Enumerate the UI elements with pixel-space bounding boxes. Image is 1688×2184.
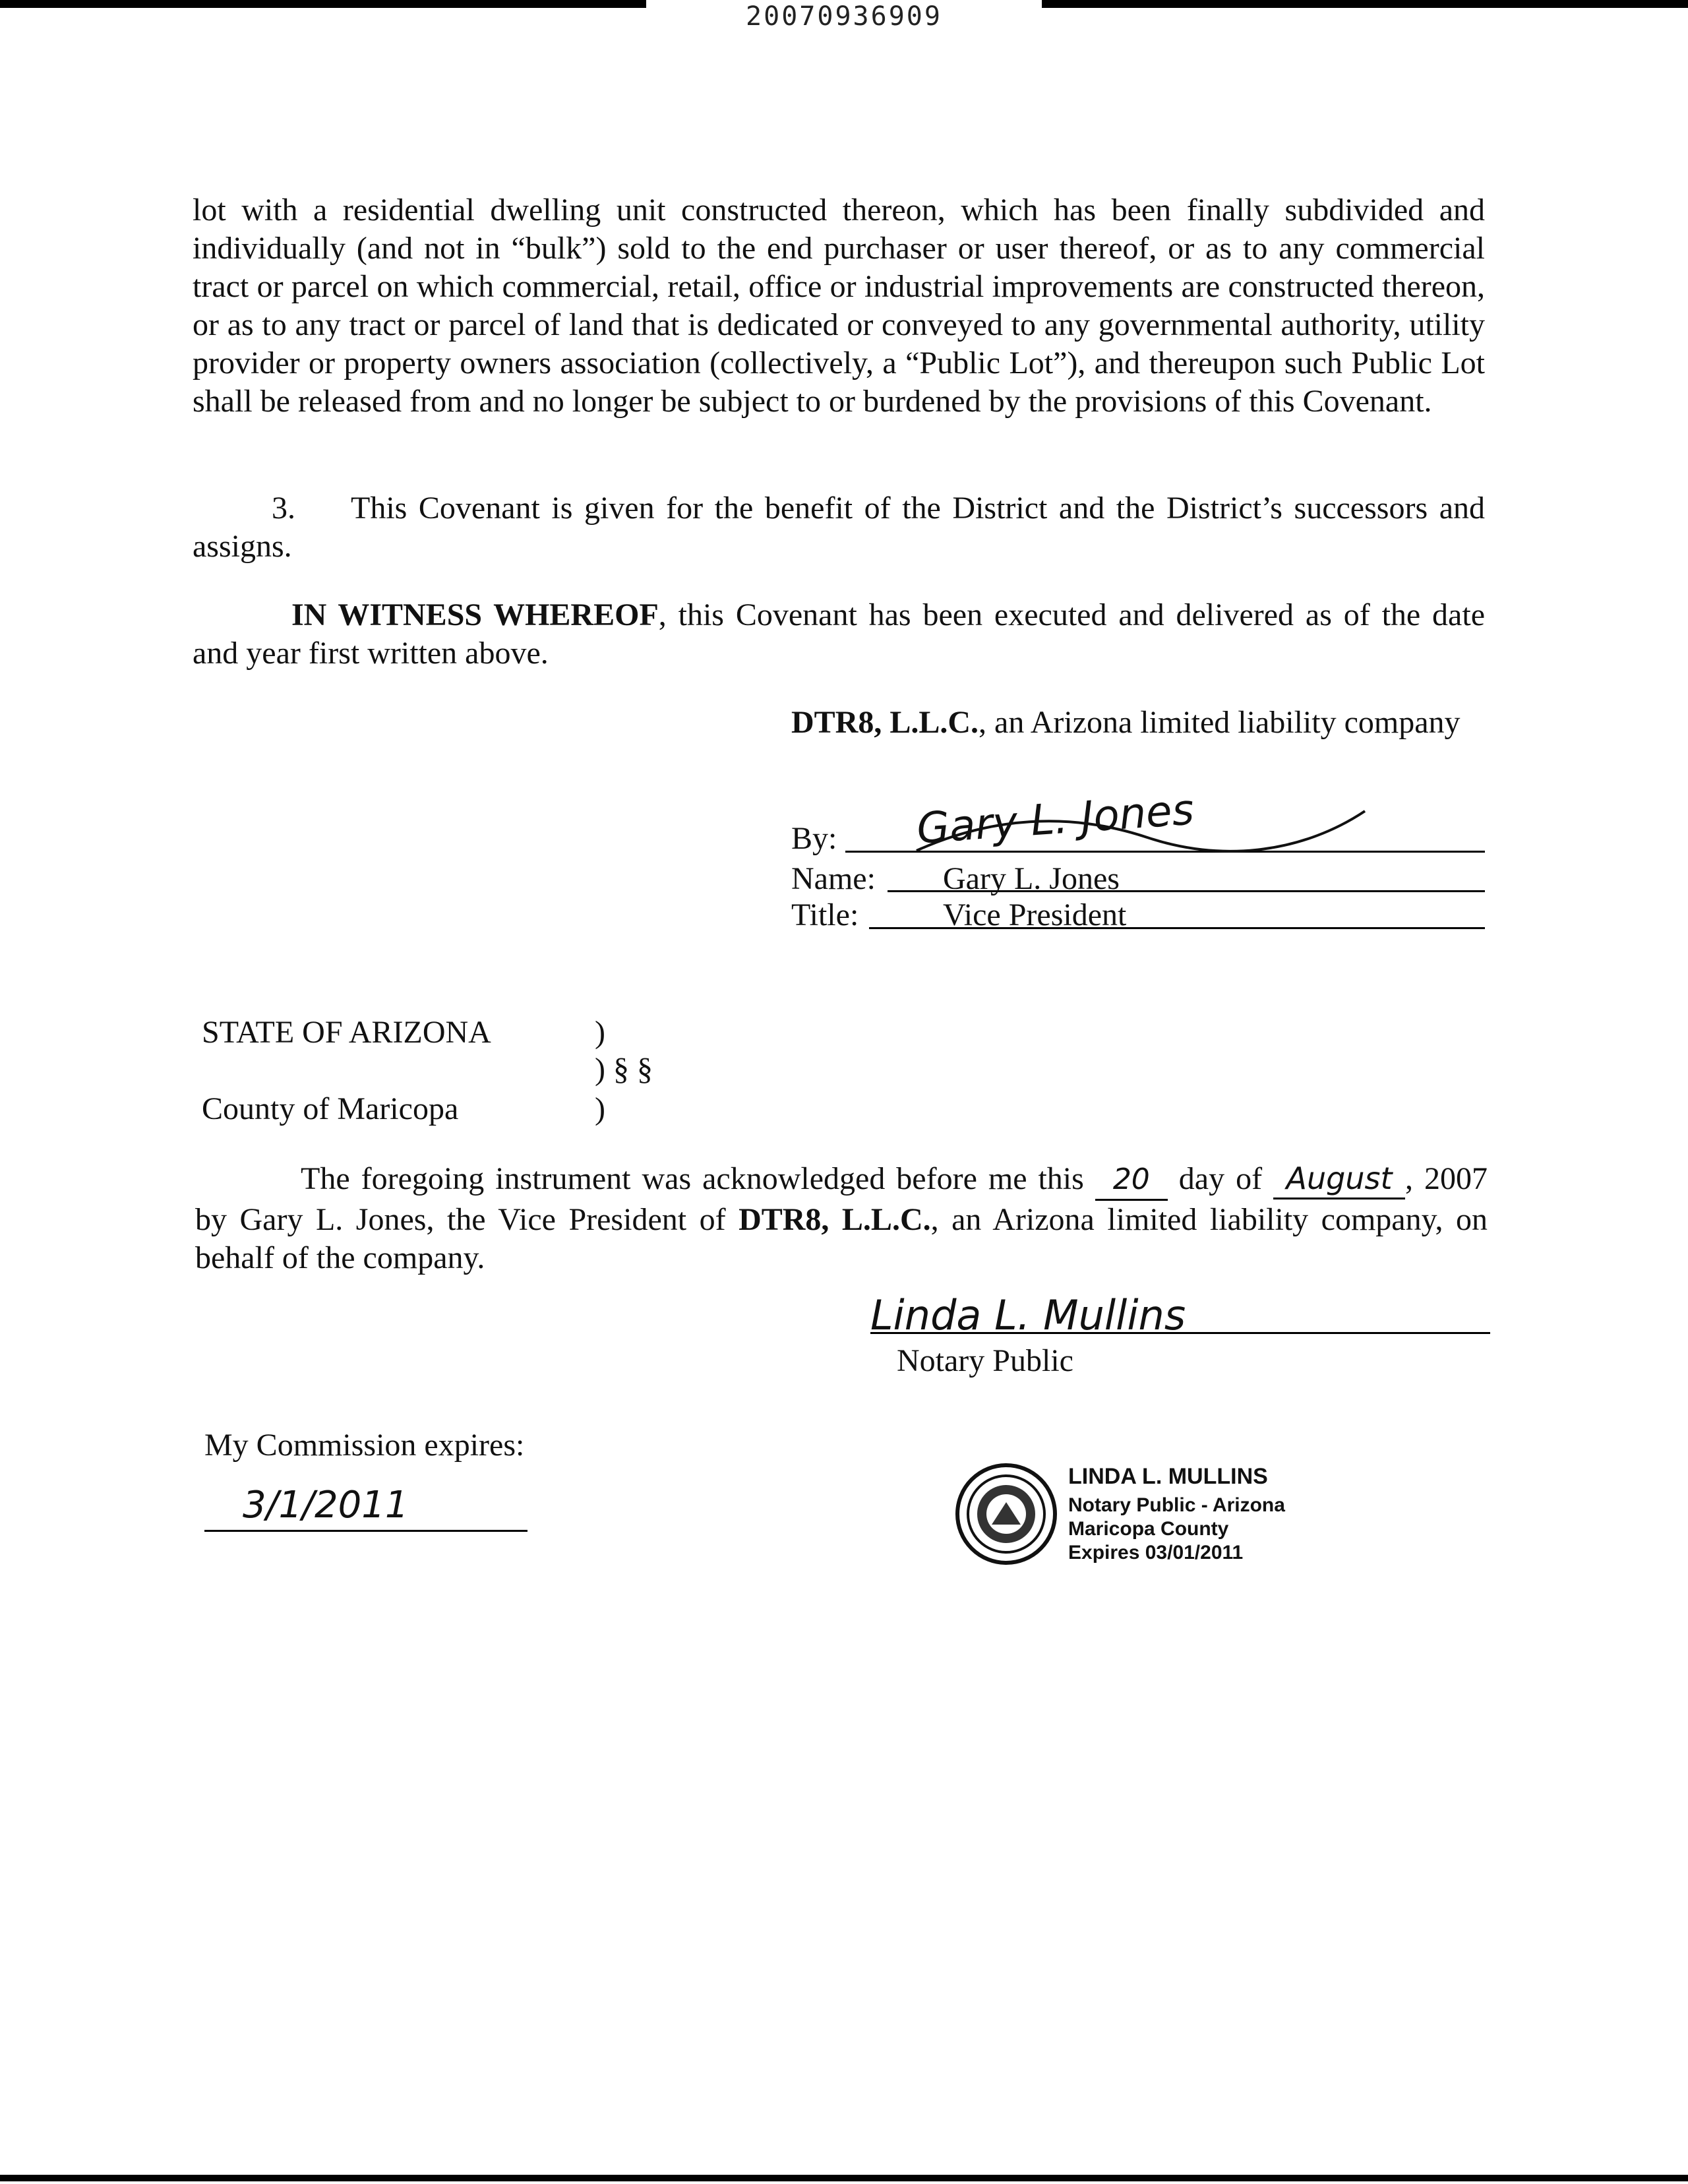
- signature-flourish: [910, 804, 1372, 864]
- name-value: Gary L. Jones: [943, 861, 1120, 896]
- by-label: By:: [791, 821, 837, 856]
- paragraph-witness: [193, 596, 1485, 673]
- ack-text-3: , 2007 by Gary L. Jones, the Vice President of: [195, 1161, 1488, 1237]
- document-number: 20070936909: [746, 1, 942, 32]
- paragraph-lot-text: lot with a residential dwelling unit constructed thereon, which has been finally subdivided and individually (and not in “bulk”) sold to the end purchaser or user thereof, or as to any commercial tract or parcel on which commercial, retail, office or industrial improvements are constructed thereon, or as to any tract or parcel of land that is dedicated or conveyed to any governmental authority, utility provider or property owners association (collectively, a “Public Lot”), and thereupon such Public Lot shall be released from and no longer be subject to or burdened by the provisions of this Covenant.: [193, 193, 1485, 419]
- ack-text-2: day of: [1178, 1161, 1263, 1196]
- witness-heading: IN WITNESS WHEREOF: [291, 597, 659, 632]
- ack-company: DTR8, L.L.C.: [738, 1202, 931, 1237]
- company-block: [791, 702, 1485, 744]
- commission-date: 3/1/2011: [243, 1484, 409, 1527]
- notary-signature-line: [870, 1332, 1490, 1334]
- company-name: DTR8, L.L.C.: [791, 705, 979, 740]
- company-description: , an Arizona limited liability company: [979, 705, 1461, 740]
- ack-day: 20: [1095, 1161, 1168, 1201]
- title-label: Title:: [791, 897, 859, 932]
- seal-line-2: Notary Public - Arizona: [1068, 1494, 1285, 1516]
- signatory-signature: Gary L. Jones: [915, 785, 1196, 854]
- seal-name: LINDA L. MULLINS: [1068, 1464, 1268, 1489]
- witness-text: , this Covenant has been executed and delivered as of the date and year first written above.: [193, 597, 1486, 671]
- commission-date-line: [204, 1530, 528, 1532]
- notary-label: Notary Public: [897, 1343, 1073, 1378]
- ack-text-1: The foregoing instrument was acknowledged before me this: [301, 1161, 1084, 1196]
- venue-paren-2: ) § §: [595, 1052, 653, 1087]
- name-label: Name:: [791, 861, 876, 896]
- bottom-rule: [0, 2175, 1688, 2181]
- ack-text-4: , an Arizona limited liability company, on behalf of the company.: [195, 1202, 1488, 1275]
- venue-paren-3: ): [595, 1091, 605, 1126]
- paragraph-3-text: This Covenant is given for the benefit of the District and the District’s successors and assigns.: [193, 491, 1485, 564]
- paragraph-lot: [193, 191, 1485, 421]
- title-value: Vice President: [943, 897, 1127, 932]
- paragraph-3-number: 3.: [272, 491, 295, 526]
- notary-signature: Linda L. Mullins: [870, 1291, 1186, 1339]
- seal-line-3: Maricopa County: [1068, 1518, 1229, 1540]
- venue-paren-1: ): [595, 1015, 605, 1050]
- seal-line-4: Expires 03/01/2011: [1068, 1542, 1244, 1563]
- paragraph-acknowledgment: [195, 1159, 1488, 1277]
- venue-state: STATE OF ARIZONA: [202, 1015, 491, 1050]
- commission-label: My Commission expires:: [204, 1428, 525, 1463]
- paragraph-3: [193, 489, 1485, 566]
- ack-month: August: [1273, 1159, 1405, 1199]
- arizona-seal-icon: [953, 1461, 1059, 1567]
- venue-county: County of Maricopa: [202, 1091, 459, 1126]
